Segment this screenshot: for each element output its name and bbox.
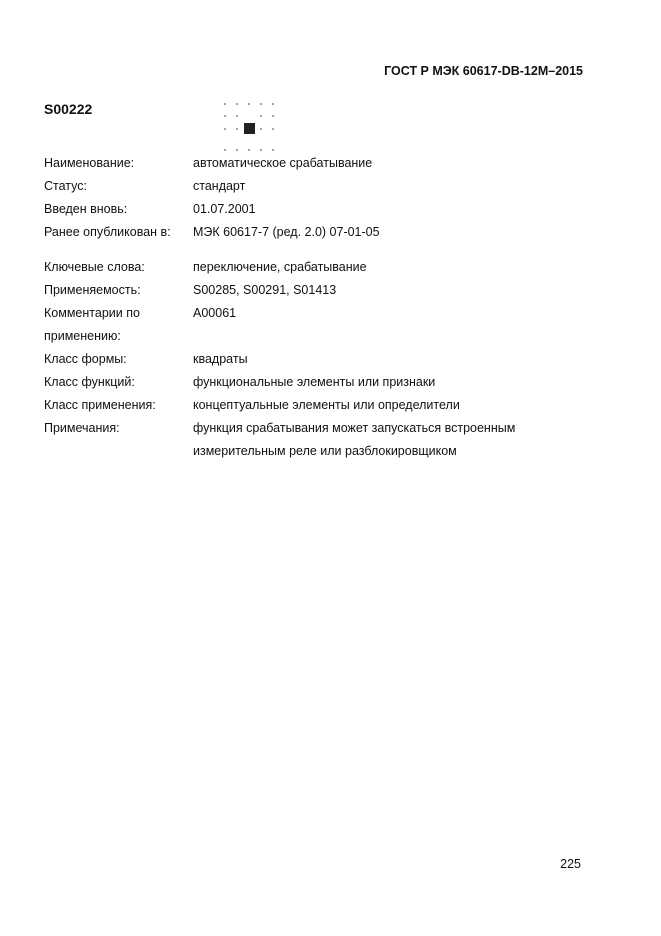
field-value: S00285, S00291, S01413 [193, 283, 337, 297]
field-label: Комментарии по [44, 306, 140, 320]
field-label: Класс применения: [44, 398, 156, 412]
field-label: применению: [44, 329, 121, 343]
field-label: Класс формы: [44, 352, 127, 366]
field-value: функция срабатывания может запускаться встроенным [193, 421, 516, 435]
field-value: МЭК 60617-7 (ред. 2.0) 07-01-05 [193, 225, 380, 239]
field-label: Класс функций: [44, 375, 135, 389]
field-label: Статус: [44, 179, 87, 193]
field-value: 01.07.2001 [193, 202, 256, 216]
field-value: функциональные элементы или признаки [193, 375, 436, 389]
symbol-code: S00222 [44, 101, 93, 117]
document-header: ГОСТ Р МЭК 60617-DB-12M–2015 [384, 64, 583, 78]
field-label: Введен вновь: [44, 202, 128, 216]
field-value: переключение, срабатывание [193, 260, 367, 274]
field-label: Примечания: [44, 421, 120, 435]
field-value: стандарт [193, 179, 246, 193]
field-value: квадраты [193, 352, 248, 366]
page-number: 225 [560, 857, 581, 871]
field-label: Ключевые слова: [44, 260, 145, 274]
field-label: Наименование: [44, 156, 135, 170]
field-label: Применяемость: [44, 283, 141, 297]
field-value: измерительным реле или разблокировщиком [193, 444, 457, 458]
filled-square [244, 123, 255, 134]
field-label: Ранее опубликован в: [44, 225, 171, 239]
field-value: автоматическое срабатывание [193, 156, 373, 170]
symbol-graphic [220, 100, 280, 155]
field-value: концептуальные элементы или определители [193, 398, 460, 412]
field-value: A00061 [193, 306, 237, 320]
